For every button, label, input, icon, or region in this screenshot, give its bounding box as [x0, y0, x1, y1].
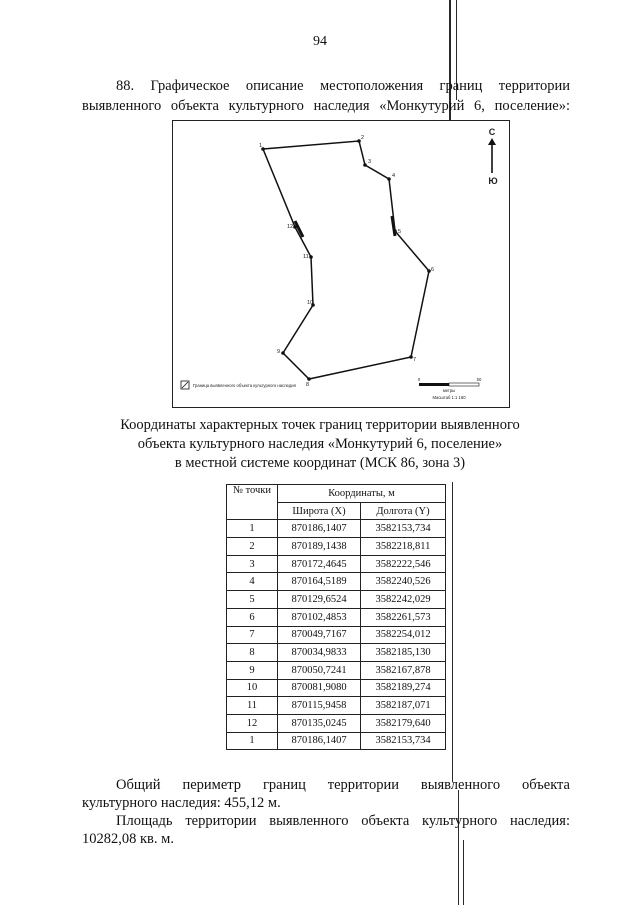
cell-latitude: 870129,6524	[278, 591, 361, 609]
coordinates-table-body	[227, 520, 446, 750]
cell-latitude: 870049,7167	[278, 626, 361, 644]
table-row	[227, 661, 446, 679]
map-point-label: 8	[306, 382, 310, 388]
cell-latitude: 870050,7241	[278, 661, 361, 679]
cell-point-number: 1	[227, 520, 278, 538]
area-paragraph	[82, 812, 570, 848]
intro-line-1: 88. Графическое описание местоположения границ территории	[116, 78, 570, 94]
cell-latitude: 870172,4645	[278, 555, 361, 573]
cell-longitude: 3582187,071	[361, 697, 446, 715]
map-point-label: 10	[307, 300, 314, 306]
map-point-label: 3	[368, 159, 372, 165]
boundary-bold-segment	[392, 216, 395, 236]
table-row	[227, 697, 446, 715]
cell-latitude: 870164,5189	[278, 573, 361, 591]
table-row	[227, 644, 446, 662]
cell-latitude: 870102,4853	[278, 608, 361, 626]
cell-longitude: 3582153,734	[361, 520, 446, 538]
cell-longitude: 3582222,546	[361, 555, 446, 573]
map-point-3	[363, 163, 367, 167]
perimeter-paragraph	[82, 776, 570, 812]
boundary-map	[172, 120, 510, 408]
cell-latitude: 870186,1407	[278, 732, 361, 750]
table-row	[227, 608, 446, 626]
table-row	[227, 714, 446, 732]
table-title-line-1: Координаты характерных точек границ территории выявленного	[120, 417, 520, 433]
cell-latitude: 870135,0245	[278, 714, 361, 732]
map-point-label: 11	[303, 254, 309, 260]
area-line-2: 10282,08 кв. м.	[82, 831, 174, 847]
map-point-label: 4	[392, 173, 396, 179]
table-row	[227, 732, 446, 750]
scan-artifact-line	[452, 482, 453, 782]
scale-label: Масштаб 1:1 160	[432, 395, 466, 400]
map-point-8	[307, 377, 311, 381]
cell-longitude: 3582242,029	[361, 591, 446, 609]
cell-point-number: 9	[227, 661, 278, 679]
boundary-map-drawing	[173, 121, 509, 407]
cell-point-number: 1	[227, 732, 278, 750]
header-longitude: Долгота (Y)	[361, 502, 446, 520]
cell-longitude: 3582167,878	[361, 661, 446, 679]
coordinates-table	[226, 484, 446, 750]
table-row	[227, 591, 446, 609]
table-title	[0, 416, 640, 473]
cell-longitude: 3582153,734	[361, 732, 446, 750]
cell-point-number: 4	[227, 573, 278, 591]
cell-point-number: 3	[227, 555, 278, 573]
cell-longitude: 3582240,526	[361, 573, 446, 591]
cell-longitude: 3582261,573	[361, 608, 446, 626]
table-row	[227, 520, 446, 538]
cell-point-number: 12	[227, 714, 278, 732]
scale-unit: метры	[442, 388, 456, 393]
table-header-row	[227, 485, 446, 503]
cell-longitude: 3582185,130	[361, 644, 446, 662]
scale-start: 0	[417, 377, 421, 382]
scale-end: 50	[476, 377, 482, 382]
scale-bar	[418, 377, 482, 400]
table-title-line-3: в местной системе координат (МСК 86, зона 3)	[174, 455, 466, 471]
cell-point-number: 10	[227, 679, 278, 697]
table-row	[227, 626, 446, 644]
cell-longitude: 3582254,012	[361, 626, 446, 644]
map-point-label: 2	[361, 135, 365, 141]
legend	[181, 381, 296, 389]
map-point-label: 1	[259, 143, 263, 149]
table-row	[227, 573, 446, 591]
map-point-label: 9	[277, 349, 281, 355]
map-point-label: 5	[398, 229, 402, 235]
table-row	[227, 538, 446, 556]
cell-longitude: 3582189,274	[361, 679, 446, 697]
cell-longitude: 3582218,811	[361, 538, 446, 556]
perimeter-line-1: Общий периметр границ территории выявленного объекта	[116, 777, 570, 793]
map-point-12	[293, 225, 297, 229]
cell-point-number: 7	[227, 626, 278, 644]
map-point-4	[387, 177, 391, 181]
compass-south: Ю	[488, 176, 498, 186]
header-latitude: Широта (X)	[278, 502, 361, 520]
table-row	[227, 679, 446, 697]
cell-point-number: 2	[227, 538, 278, 556]
map-point-label: 7	[413, 357, 417, 363]
intro-line-2: выявленного объекта культурного наследия «Монкутурий 6, поселение»:	[82, 98, 570, 114]
table-row	[227, 555, 446, 573]
cell-latitude: 870186,1407	[278, 520, 361, 538]
boundary-line	[263, 141, 429, 379]
table-title-line-2: объекта культурного наследия «Монкутурий 6, поселение»	[137, 436, 503, 452]
cell-point-number: 8	[227, 644, 278, 662]
map-point-5	[393, 229, 397, 233]
cell-latitude: 870081,9080	[278, 679, 361, 697]
perimeter-line-2: культурного наследия: 455,12 м.	[82, 795, 281, 811]
header-coordinates: Координаты, м	[278, 485, 446, 503]
legend-label: Граница выявленного объекта культурного наследия	[193, 383, 296, 388]
cell-point-number: 5	[227, 591, 278, 609]
map-point-label: 6	[431, 267, 435, 273]
page-number: 94	[313, 34, 327, 49]
cell-latitude: 870189,1438	[278, 538, 361, 556]
map-point-label: 12	[287, 224, 294, 230]
area-line-1: Площадь территории выявленного объекта культурного наследия:	[116, 813, 570, 829]
intro-paragraph	[82, 76, 570, 116]
cell-latitude: 870034,9833	[278, 644, 361, 662]
cell-point-number: 6	[227, 608, 278, 626]
compass-north: С	[488, 127, 496, 137]
map-point-11	[309, 255, 313, 259]
cell-longitude: 3582179,640	[361, 714, 446, 732]
cell-point-number: 11	[227, 697, 278, 715]
header-point-number: № точки	[227, 485, 278, 520]
map-point-9	[281, 351, 285, 355]
compass-icon	[488, 127, 498, 186]
scan-artifact-line	[463, 840, 464, 905]
cell-latitude: 870115,9458	[278, 697, 361, 715]
